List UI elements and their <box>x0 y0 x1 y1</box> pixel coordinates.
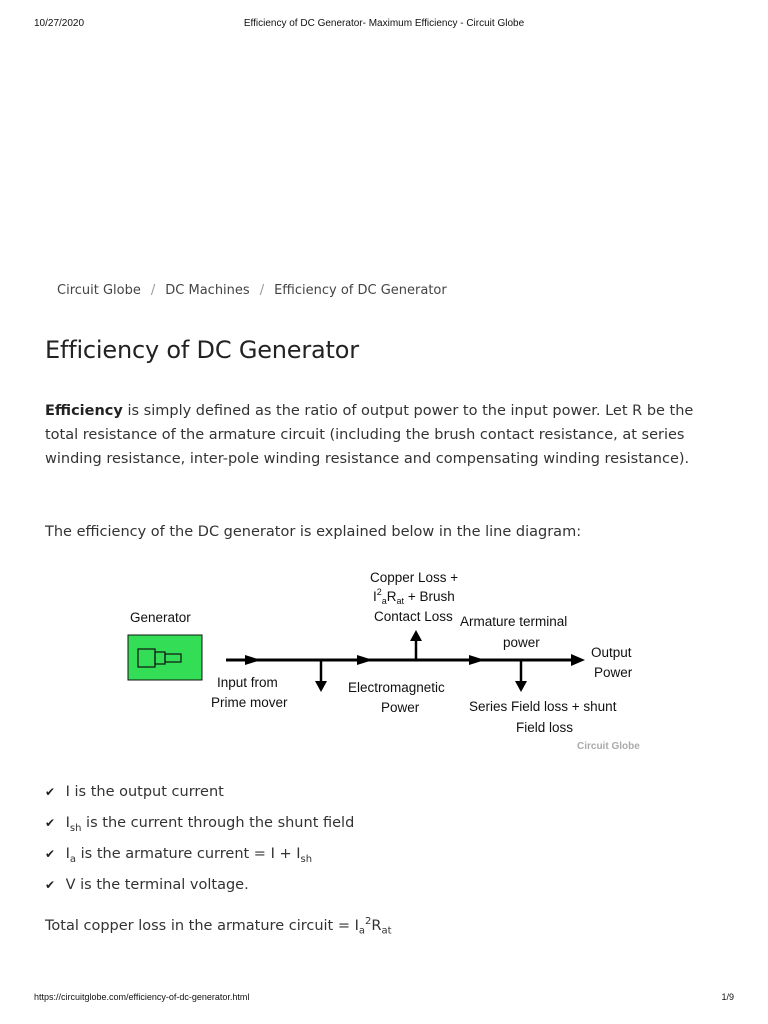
checkmark-icon: ✔ <box>45 878 56 892</box>
checkmark-icon: ✔ <box>45 847 56 861</box>
diagram-lead-text: The efficiency of the DC generator is explained below in the line diagram: <box>45 524 582 540</box>
breadcrumb-item-circuit-globe[interactable]: Circuit Globe <box>57 283 141 298</box>
definition-trailing-subscript: sh <box>300 853 313 865</box>
output-power-label-line1: Output <box>591 645 632 660</box>
definition-subscript: sh <box>69 822 82 834</box>
list-item <box>45 811 354 842</box>
print-page-title: Efficiency of DC Generator- Maximum Efficiency - Circuit Globe <box>243 18 525 29</box>
armature-power-label-line2: power <box>503 635 540 650</box>
flow-arrowhead-1 <box>245 655 261 665</box>
copper-loss-label-line3: Contact Loss <box>374 609 453 624</box>
definition-text: is the terminal voltage. <box>75 877 249 893</box>
watermark: Circuit Globe <box>577 741 640 752</box>
breadcrumb <box>57 283 447 298</box>
print-date: 10/27/2020 <box>34 18 85 29</box>
copper-loss-label-line2: $I^2_aR_{at}$ + Brush <box>373 587 455 606</box>
output-power-label-line2: Power <box>594 665 633 680</box>
flow-arrowhead-3 <box>469 655 485 665</box>
input-label-line1: Input from <box>217 675 278 690</box>
loss-arrowhead-1 <box>315 681 327 692</box>
em-power-label-line2: Power <box>381 700 420 715</box>
line-diagram <box>123 563 653 755</box>
breadcrumb-separator: / <box>259 283 265 298</box>
breadcrumb-item-current: Efficiency of DC Generator <box>274 283 447 298</box>
list-item <box>45 780 354 811</box>
input-label-line2: Prime mover <box>211 695 288 710</box>
definitions-list <box>45 780 354 904</box>
definition-text: is the current through the shunt field <box>81 815 355 831</box>
definition-text: is the output current <box>69 784 224 800</box>
list-item <box>45 842 354 873</box>
checkmark-icon: ✔ <box>45 785 56 799</box>
checkmark-icon: ✔ <box>45 816 56 830</box>
list-item <box>45 873 354 904</box>
print-url: https://circuitglobe.com/efficiency-of-dc-generator.html <box>34 992 250 1002</box>
breadcrumb-item-dc-machines[interactable]: DC Machines <box>165 283 250 298</box>
breadcrumb-separator: / <box>150 283 156 298</box>
intro-paragraph <box>45 399 725 471</box>
intro-text: is simply defined as the ratio of output power to the input power. Let R be the total resistance of the armature circuit (including the brush contact resistance, at series winding resistance, inter-pole winding resistance and compensating winding resistance). <box>45 403 694 467</box>
definition-subscript: a <box>69 853 77 865</box>
field-loss-label-line1: Series Field loss + shunt <box>469 699 617 714</box>
field-loss-arrowhead <box>515 681 527 692</box>
line-diagram-svg <box>123 563 653 755</box>
generator-label: Generator <box>130 610 191 625</box>
definition-symbol: I <box>65 846 70 862</box>
field-loss-label-line2: Field loss <box>516 720 574 735</box>
em-power-label-line1: Electromagnetic <box>348 680 445 695</box>
definition-symbol: V <box>65 877 76 893</box>
page-title: Efficiency of DC Generator <box>45 336 359 364</box>
definition-symbol: I <box>65 815 70 831</box>
armature-power-label-line1: Armature terminal <box>460 614 568 629</box>
copper-loss-arrowhead <box>410 630 422 641</box>
intro-bold-term: Efficiency <box>45 403 123 419</box>
output-arrowhead <box>571 654 585 666</box>
total-copper-loss-text: Total copper loss in the armature circuit = $I_a^2R_{at}$ <box>45 916 392 937</box>
print-page-number: 1/9 <box>721 992 734 1002</box>
definition-text: is the armature current = I + I <box>76 846 301 862</box>
copper-loss-label-line1: Copper Loss + <box>370 570 459 585</box>
definition-symbol: I <box>65 784 70 800</box>
flow-arrowhead-2 <box>357 655 373 665</box>
